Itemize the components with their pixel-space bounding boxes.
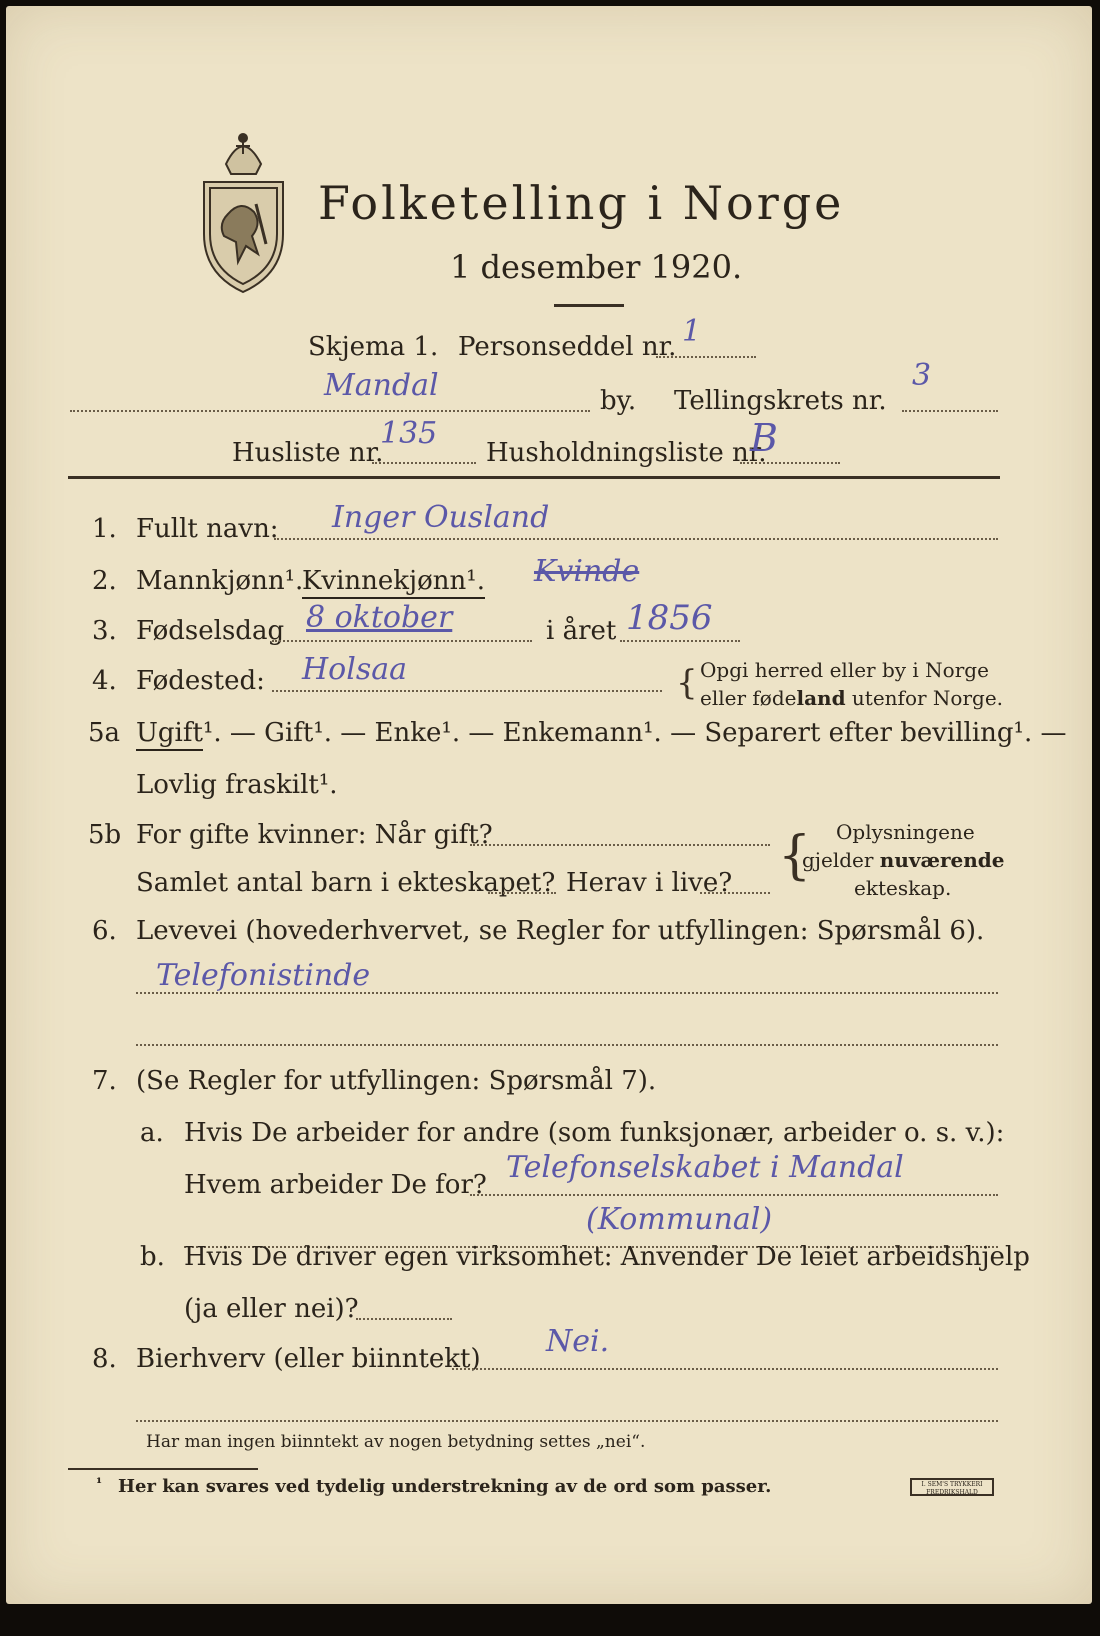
q5b-note-brace: { [778,826,812,886]
husholdningsliste-label: Husholdningsliste nr. [486,438,767,468]
q5b-label-nar-gift: For gifte kvinner: Når gift? [136,820,493,850]
form-title: Folketelling i Norge [318,176,845,230]
q8-number: 8. [92,1344,117,1374]
q2-label-kvinnekjonn: Kvinnekjønn¹. [302,566,485,599]
biinntekt-note: Har man ingen biinntekt av nogen betydning settes „nei“. [146,1432,646,1452]
q5b-label-antal-barn: Samlet antal barn i ekteskapet? [136,868,556,898]
tellingskrets-label: Tellingskrets nr. [674,386,887,416]
q3-number: 3. [92,616,117,646]
personseddel-value: 1 [682,314,702,349]
q7a-letter: a. [140,1118,164,1148]
q4-number: 4. [92,666,117,696]
q5a-line2: Lovlig fraskilt¹. [136,770,338,800]
q4-label: Fødested: [136,666,265,696]
husholdningsliste-value: B [750,416,778,460]
tellingskrets-value: 3 [912,358,932,393]
q7b-label-2: (ja eller nei)? [184,1294,359,1324]
q7b-label: Hvis De driver egen virksomhet: Anvender De leiet arbeidshjelp [184,1242,1030,1272]
personseddel-label: Personseddel nr. [458,332,677,362]
q5a-number: 5a [88,718,121,748]
q7a-value-2: (Kommunal) [586,1202,773,1237]
q6-label: Levevei (hovederhvervet, se Regler for utfyllingen: Spørsmål 6). [136,916,985,946]
census-form-page [6,6,1092,1604]
q4-note-brace: { [676,663,698,703]
q1-value: Inger Ousland [332,500,550,535]
q6-value: Telefonistinde [156,958,371,993]
q8-label: Bierhverv (eller biinntekt) [136,1344,481,1374]
q4-note-line2: eller fødeland utenfor Norge. [700,686,1004,710]
q5b-note-line1: Oplysningene [836,820,975,844]
q1-number: 1. [92,514,117,544]
q7-number: 7. [92,1066,117,1096]
q4-note-line1: Opgi herred eller by i Norge [700,658,989,682]
footnote-text: Her kan svares ved tydelig understrekning av de ord som passer. [118,1476,772,1497]
q5a-options: Ugift¹. — Gift¹. — Enke¹. — Enkemann¹. — Separert efter bevilling¹. — [136,718,1067,748]
census-date: 1 desember 1920. [450,248,743,286]
q2-value: Kvinde [534,554,640,589]
skjema-label: Skjema 1. [308,332,439,362]
header-rule [68,476,1000,479]
q6-number: 6. [92,916,117,946]
q1-label: Fullt navn: [136,514,279,544]
q7b-letter: b. [140,1242,165,1272]
q8-value: Nei. [546,1324,610,1359]
q5b-note-line3: ekteskap. [854,876,952,900]
q7a-label: Hvis De arbeider for andre (som funksjonær, arbeider o. s. v.): [184,1118,1005,1148]
title-divider [554,304,624,307]
by-value: Mandal [324,368,439,403]
husliste-label: Husliste nr. [232,438,384,468]
q5a-ugift: Ugift [136,718,203,751]
q5b-number: 5b [88,820,122,850]
q2-label-mannkjonn: Mannkjønn¹. [136,566,304,596]
by-label: by. [600,386,637,416]
q2-number: 2. [92,566,117,596]
printer-stamp: I. SEM'S TRYKKERI FREDRIKSHALD [910,1478,994,1496]
q5b-note-line2: gjelder nuværende [802,848,1005,872]
q5b-label-herav: Herav i live? [566,868,733,898]
q4-value: Holsaa [302,652,407,687]
q3-label: Fødselsdag [136,616,285,646]
q3-value: 8 oktober [306,600,453,635]
husliste-value: 135 [380,416,438,451]
coat-of-arms-icon [196,124,291,294]
footnote-rule [68,1468,258,1470]
q3-year-label: i året [546,616,617,646]
q7a-label-2: Hvem arbeider De for? [184,1170,487,1200]
q3-year-value: 1856 [626,598,713,638]
footnote-mark: ¹ [96,1476,103,1492]
q7-label: (Se Regler for utfyllingen: Spørsmål 7). [136,1066,657,1096]
q7a-value-1: Telefonselskabet i Mandal [506,1150,904,1185]
